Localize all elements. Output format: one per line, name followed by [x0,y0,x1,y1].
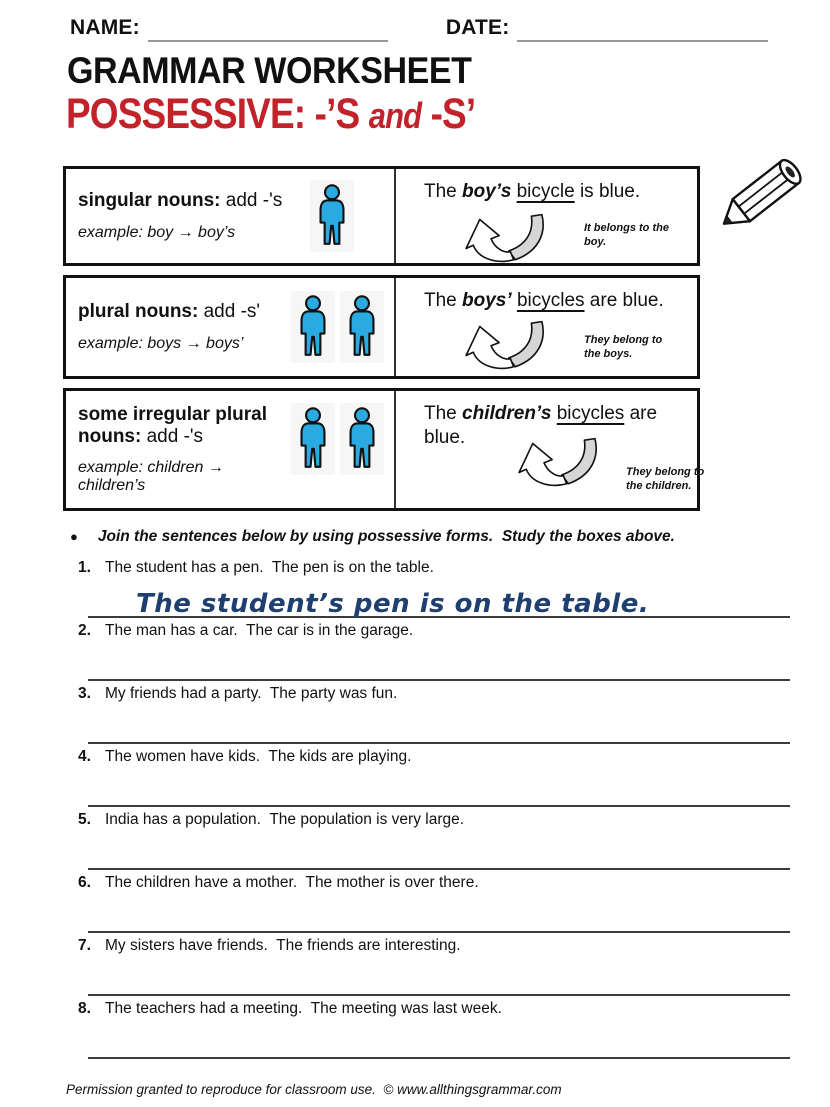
exercise-list [63,557,790,1061]
exercise-item-8 [63,998,790,1059]
answer-line[interactable] [88,893,790,933]
exercise-item-4 [63,746,790,807]
exercise-sentence: The teachers had a meeting. The meeting was last week. [105,1000,502,1017]
answer-line[interactable] [88,704,790,744]
possessive-sentence: The boy’s bicycle is blue. [424,181,641,202]
answer-line[interactable] [88,641,790,681]
belongs-note: They belong to the children. [626,466,705,493]
answer-line[interactable] [88,1019,790,1059]
rule-heading: some irregular plural nouns: add -'s [78,403,268,447]
page-title-pre: POSSESSIVE: -’S [66,90,369,138]
exercise-number: 1. [78,559,91,576]
answer-line[interactable] [88,767,790,807]
rule-example: example: boys → boys’ [78,334,244,352]
answer-line[interactable] [88,830,790,870]
possessive-sentence: The boys’ bicycles are blue. [424,290,664,311]
possessive-sentence: The children’s bicycles are blue. [424,403,658,448]
exercise-sentence: My friends had a party. The party was fun. [105,685,398,702]
rule-right-cell [396,391,705,508]
date-label: DATE: [445,16,510,39]
exercise-number: 4. [78,748,91,765]
person-icon [344,293,380,361]
name-date-row [70,16,768,42]
exercise-number: 2. [78,622,91,639]
rule-left-cell [66,391,396,508]
person-icons [291,403,384,475]
rule-right-cell [396,169,697,263]
exercise-item-3 [63,683,790,744]
exercise-number: 7. [78,937,91,954]
footer-text: Permission granted to reproduce for classroom use. © www.allthingsgrammar.com [66,1082,562,1097]
name-blank-field[interactable] [148,18,388,42]
pencil-icon [705,144,830,260]
exercise-number: 8. [78,1000,91,1017]
instruction-row [70,527,780,547]
rule-example: example: boy → boy’s [78,223,236,241]
rule-example: example: children → children’s [78,459,224,495]
rule-heading: plural nouns: add -s' [78,301,261,323]
exercise-item-5 [63,809,790,870]
person-icon [295,293,331,361]
rule-heading: singular nouns: add -'s [78,190,283,212]
page-title-and: and [368,95,422,136]
date-blank-field[interactable] [517,18,768,42]
name-label: NAME: [70,16,140,39]
exercise-number: 5. [78,811,91,828]
belongs-note: It belongs to the boy. [584,222,669,249]
exercise-sentence: The student has a pen. The pen is on the table. [105,559,434,576]
answer-line[interactable] [88,578,790,618]
exercise-item-6 [63,872,790,933]
instruction-text: Join the sentences below by using possessive forms. Study the boxes above. [97,528,675,545]
page-title [66,90,475,139]
rule-box-plural [63,275,700,379]
page-title-post: -S’ [421,90,476,138]
rule-left-cell [66,278,396,376]
exercise-sentence: India has a population. The population is very large. [105,811,465,828]
belongs-note: They belong to the boys. [584,334,663,361]
rule-right-cell [396,278,697,376]
exercise-number: 3. [78,685,91,702]
person-icons [291,291,384,363]
answer-text: The student’s pen is on the table. [136,589,650,619]
curved-arrow-icon [511,437,611,487]
rule-box-irregular-plural [63,388,705,511]
exercise-item-1 [63,557,790,618]
person-icon [314,182,350,250]
answer-line[interactable] [88,956,790,996]
exercise-item-7 [63,935,790,996]
person-icon [295,405,331,473]
exercise-sentence: The man has a car. The car is in the garage. [105,622,414,639]
person-icons [310,180,354,252]
exercise-sentence: The children have a mother. The mother is over there. [105,874,479,891]
rule-box-singular [63,166,700,266]
rule-left-cell [66,169,396,263]
exercise-sentence: The women have kids. The kids are playing. [105,748,412,765]
exercise-sentence: My sisters have friends. The friends are interesting. [105,937,461,954]
person-icon [344,405,380,473]
bullet-icon: ● [70,529,78,544]
rules-section [63,166,705,520]
exercise-item-2 [63,620,790,681]
curved-arrow-icon [458,213,558,263]
exercise-number: 6. [78,874,91,891]
curved-arrow-icon [458,320,558,370]
worksheet-title: GRAMMAR WORKSHEET [67,50,472,91]
